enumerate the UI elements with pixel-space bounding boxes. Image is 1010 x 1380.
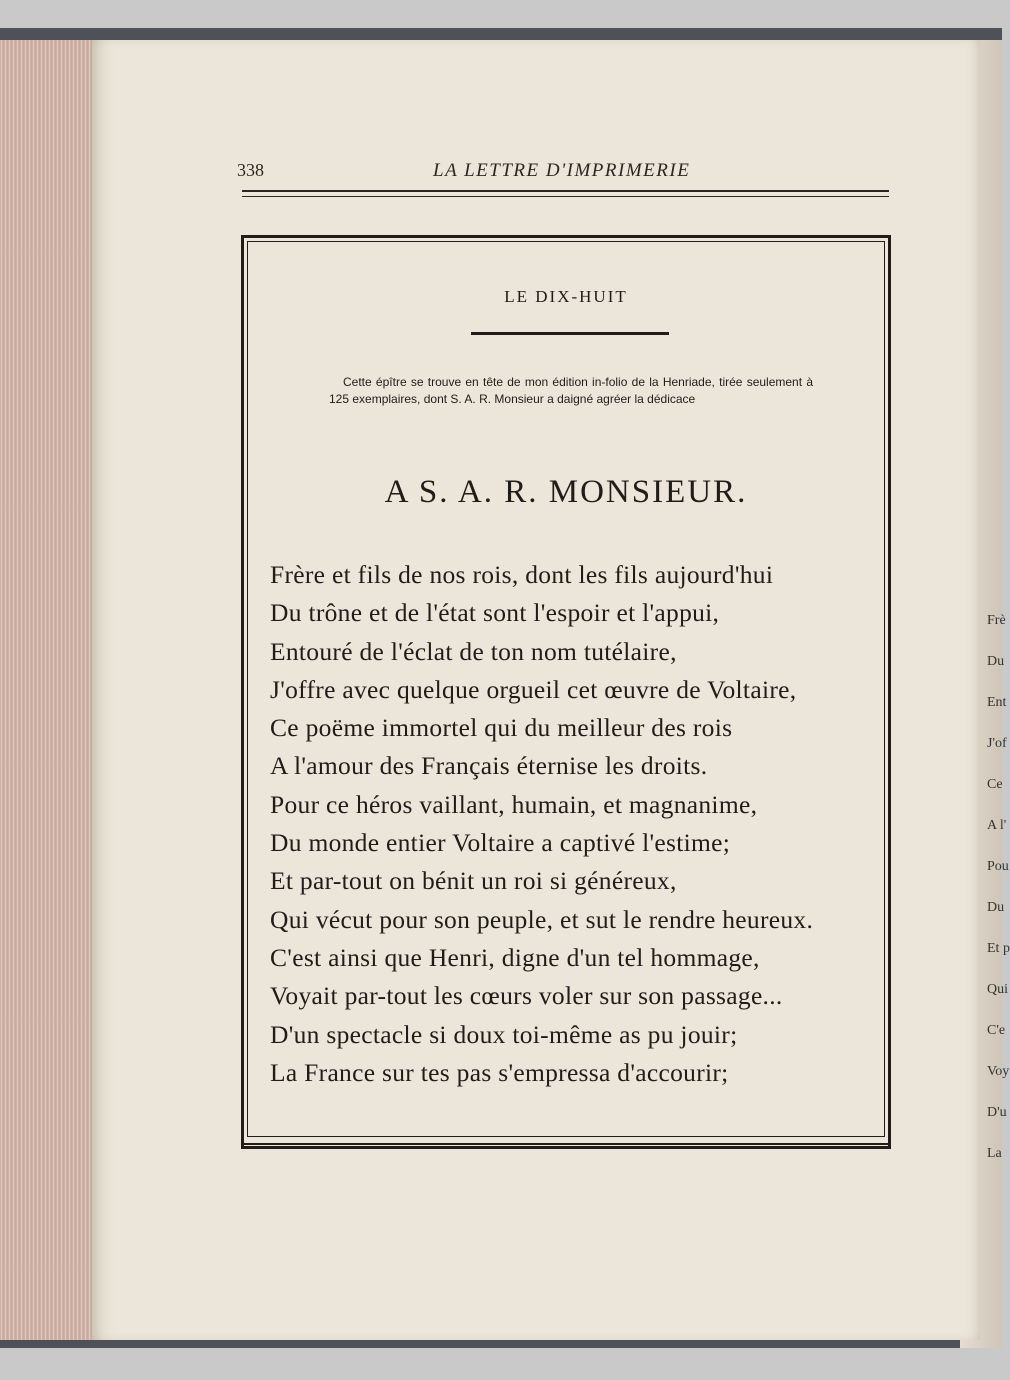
glimpse-line: Et p — [987, 941, 1010, 956]
verse-line: Qui vécut pour son peuple, et sut le rendre heureux. — [270, 904, 814, 934]
glimpse-line: D'u — [987, 1105, 1007, 1120]
page-number: 338 — [237, 160, 264, 180]
glimpse-line: C'e — [987, 1023, 1006, 1038]
verse-line: D'un spectacle si doux toi-même as pu jouir; — [270, 1019, 738, 1049]
editorial-note: Cette épître se trouve en tête de mon édition in-folio de la Henriade, tirée seulement à 125 exemplaires, dont S. A. R. Monsieur a daigné agréer la dédicace — [329, 375, 813, 406]
running-head — [237, 158, 887, 186]
verse-line: Entouré de l'éclat de ton nom tutélaire, — [270, 636, 677, 666]
verse-line: Voyait par-tout les cœurs voler sur son passage... — [270, 981, 783, 1011]
verse-line: A l'amour des Français éternise les droits. — [270, 751, 708, 781]
running-head-title: LA LETTRE D'IMPRIMERIE — [433, 160, 691, 181]
next-page-glimpse — [987, 600, 1010, 1161]
glimpse-line: Ce — [987, 777, 1003, 792]
running-head-rule — [242, 190, 889, 192]
glimpse-line: A l' — [987, 818, 1007, 833]
glimpse-line: Frè — [987, 613, 1006, 628]
section-title: LE DIX-HUIT — [504, 287, 628, 306]
glimpse-line: Voy — [987, 1064, 1010, 1079]
glimpse-line: Du — [987, 654, 1005, 669]
running-head-rule-thin — [242, 196, 889, 197]
title-divider — [471, 332, 669, 335]
dedication-title: A S. A. R. MONSIEUR. — [384, 474, 748, 510]
page-edges — [0, 40, 100, 1340]
glimpse-line: J'of — [987, 736, 1007, 751]
verse-line: Du trône et de l'état sont l'espoir et l'appui, — [270, 598, 720, 628]
verse-line: Ce poëme immortel qui du meilleur des rois — [270, 713, 733, 743]
verse-line: Du monde entier Voltaire a captivé l'estime; — [270, 828, 731, 858]
glimpse-line: Pou — [987, 859, 1009, 874]
verse-block — [270, 556, 890, 1092]
verse-line: Frère et fils de nos rois, dont les fils aujourd'hui — [270, 560, 774, 589]
glimpse-line: Qui — [987, 982, 1008, 997]
verse-line: J'offre avec quelque orgueil cet œuvre de Voltaire, — [270, 674, 797, 704]
verse-line: Pour ce héros vaillant, humain, et magnanime, — [270, 789, 758, 819]
frame-bottom-rule — [241, 1143, 891, 1145]
glimpse-line: La — [987, 1146, 1002, 1161]
glimpse-line: Du — [987, 900, 1005, 915]
verse-line: C'est ainsi que Henri, digne d'un tel hommage, — [270, 942, 760, 972]
glimpse-line: Ent — [987, 695, 1007, 710]
verse-line: La France sur tes pas s'empressa d'accourir; — [270, 1057, 729, 1087]
verse-line: Et par-tout on bénit un roi si généreux, — [270, 866, 677, 896]
